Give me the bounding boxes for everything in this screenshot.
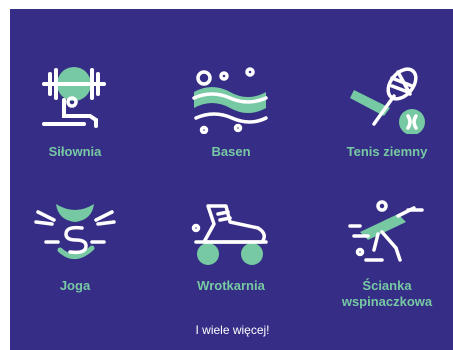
activity-tile-tenis[interactable]	[317, 64, 453, 160]
activity-tile-wrotkarnia[interactable]	[161, 198, 301, 294]
roller-skate-icon	[186, 198, 276, 268]
activity-label: Wrotkarnia	[197, 278, 265, 293]
yoga-icon	[30, 198, 120, 268]
activity-tile-silownia[interactable]	[5, 64, 145, 160]
activity-label: Joga	[59, 278, 91, 293]
climbing-wall-icon	[342, 198, 432, 268]
activity-label: Ścianka wspinaczkowa	[341, 278, 433, 309]
activity-label: Tenis ziemny	[346, 144, 428, 159]
swimming-pool-icon	[186, 64, 276, 134]
more-activities-text: I wiele więcej!	[195, 323, 270, 337]
activity-tile-basen[interactable]	[161, 64, 301, 160]
weightlifting-icon	[30, 64, 120, 134]
activity-label: Basen	[211, 144, 251, 159]
activity-tile-scianka[interactable]	[317, 198, 453, 310]
activity-label: Siłownia	[48, 144, 102, 159]
tennis-icon	[342, 64, 432, 134]
activities-panel	[10, 9, 453, 350]
activity-tile-joga[interactable]	[5, 198, 145, 294]
